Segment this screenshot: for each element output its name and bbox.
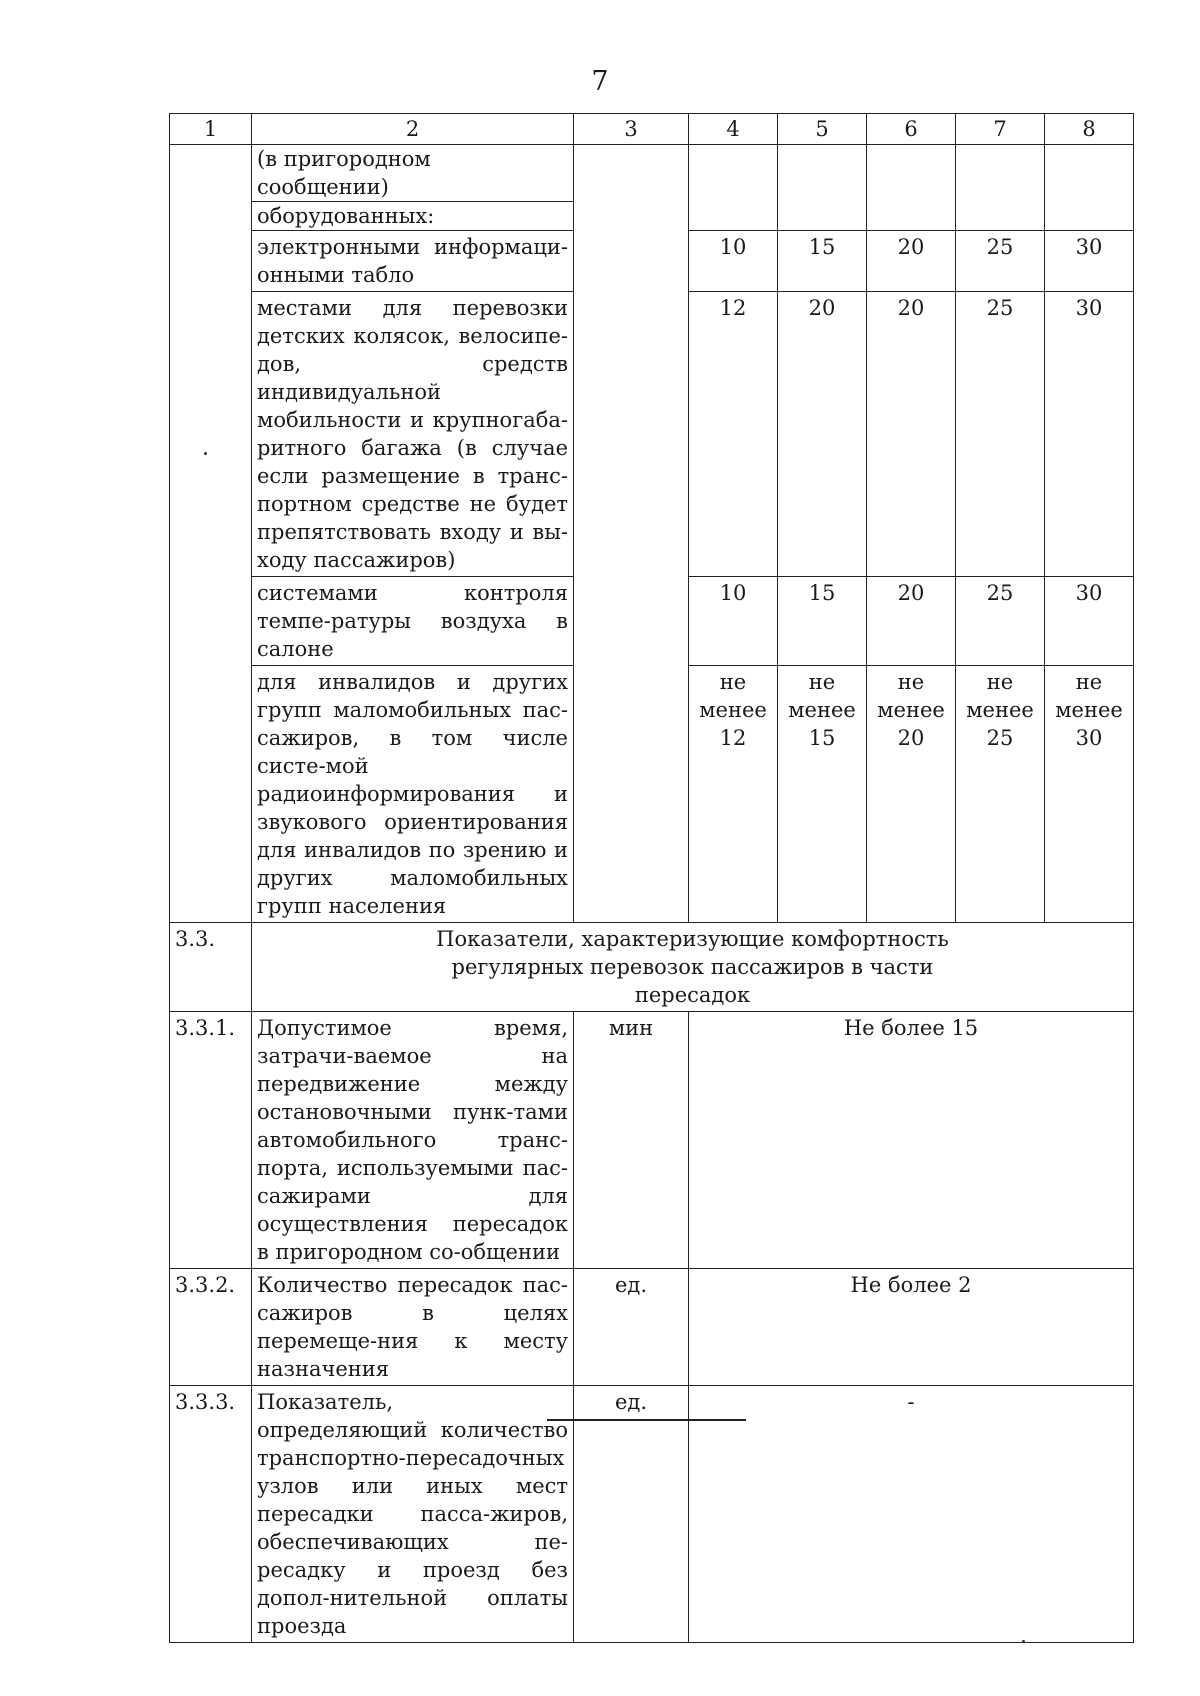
section-title: Показатели, характеризующие комфортность регулярных перевозок пассажиров в части пересадок (252, 923, 1134, 1012)
value-cell (867, 666, 956, 923)
continued-header-row (170, 145, 1134, 231)
section-number: 3.3. (170, 923, 252, 1012)
column-header: 2 (252, 114, 574, 145)
row-label: электронными информаци-онными табло (252, 231, 574, 292)
continued-label-cell (252, 145, 574, 231)
row-label: для инвалидов и других групп маломобильных пас-сажиров, в том числе систе-мой радиоинформирования и звукового ориентирования для инвалидов по зрению и других маломобильных групп населения (252, 666, 574, 923)
value-cell: 15 (778, 577, 867, 666)
value-number: 15 (808, 726, 836, 750)
column-header: 8 (1045, 114, 1134, 145)
column-header: 7 (956, 114, 1045, 145)
section-row (170, 923, 1134, 1012)
value-cell: 30 (1045, 231, 1134, 292)
continued-label-line: (в пригородном сообщении) (257, 147, 431, 199)
value-cell: 10 (689, 577, 778, 666)
row-number: 3.3.2. (170, 1269, 252, 1386)
column-header: 4 (689, 114, 778, 145)
unit-cell: ед. (574, 1269, 689, 1386)
value-number: 20 (897, 726, 925, 750)
end-rule (547, 1419, 746, 1421)
value-cell (956, 666, 1045, 923)
value-cell: 25 (956, 231, 1045, 292)
value-cell: 25 (956, 577, 1045, 666)
table-row (170, 1269, 1134, 1386)
value-cell (689, 666, 778, 923)
column-header: 6 (867, 114, 956, 145)
merged-value-cell: Не более 2 (689, 1269, 1134, 1386)
value-prefix: не менее (966, 670, 1034, 722)
row-label: Показатель, определяющий количество транспортно-пересадочных узлов или иных мест пересадки пасса-жиров, обеспечивающих пе-ресадку и проезд без допол-нительной оплаты проезда (252, 1386, 574, 1643)
value-cell: 20 (778, 292, 867, 577)
column-header: 3 (574, 114, 689, 145)
table-row (170, 1012, 1134, 1269)
value-cell: 20 (867, 292, 956, 577)
scan-speck (204, 452, 207, 455)
merged-value-cell: Не более 15 (689, 1012, 1134, 1269)
row-label: Допустимое время, затрачи-ваемое на передвижение между остановочными пунк-тами автомобильного транс-порта, используемыми пас-сажирами для осуществления пересадок в пригородном со-общении (252, 1012, 574, 1269)
value-cell: 12 (689, 292, 778, 577)
row-number: 3.3.1. (170, 1012, 252, 1269)
value-cell: 30 (1045, 577, 1134, 666)
page-number: 7 (591, 66, 609, 97)
value-cell: 10 (689, 231, 778, 292)
value-number: 25 (986, 726, 1014, 750)
empty-unit-cell (574, 145, 689, 923)
value-cell (778, 666, 867, 923)
merged-value-cell: - (689, 1386, 1134, 1643)
value-cell (1045, 666, 1134, 923)
value-cell: 20 (867, 231, 956, 292)
row-label: Количество пересадок пас-сажиров в целях перемеще-ния к месту назначения (252, 1269, 574, 1386)
value-cell: 25 (956, 292, 1045, 577)
value-prefix: не менее (1055, 670, 1123, 722)
value-number: 30 (1075, 726, 1103, 750)
row-number: 3.3.3. (170, 1386, 252, 1643)
value-prefix: не менее (699, 670, 767, 722)
value-cell: 15 (778, 231, 867, 292)
value-number: 12 (719, 726, 747, 750)
column-header: 1 (170, 114, 252, 145)
continued-label-line: оборудованных: (252, 201, 573, 230)
scan-speck (1022, 1640, 1025, 1643)
table-row (170, 1386, 1134, 1643)
column-header: 5 (778, 114, 867, 145)
empty-number-cell (170, 145, 252, 923)
value-prefix: не менее (788, 670, 856, 722)
indicators-table (169, 113, 1134, 1643)
value-cell: 30 (1045, 292, 1134, 577)
value-cell: 20 (867, 577, 956, 666)
unit-cell: мин (574, 1012, 689, 1269)
unit-cell: ед. (574, 1386, 689, 1643)
row-label: местами для перевозки детских колясок, велосипе-дов, средств индивидуальной мобильности и крупногаба-ритного багажа (в случае если размещение в транс-портном средстве не будет препятствовать входу и вы-ходу пассажиров) (252, 292, 574, 577)
column-number-row (170, 114, 1134, 145)
value-prefix: не менее (877, 670, 945, 722)
row-label: системами контроля темпе-ратуры воздуха в салоне (252, 577, 574, 666)
